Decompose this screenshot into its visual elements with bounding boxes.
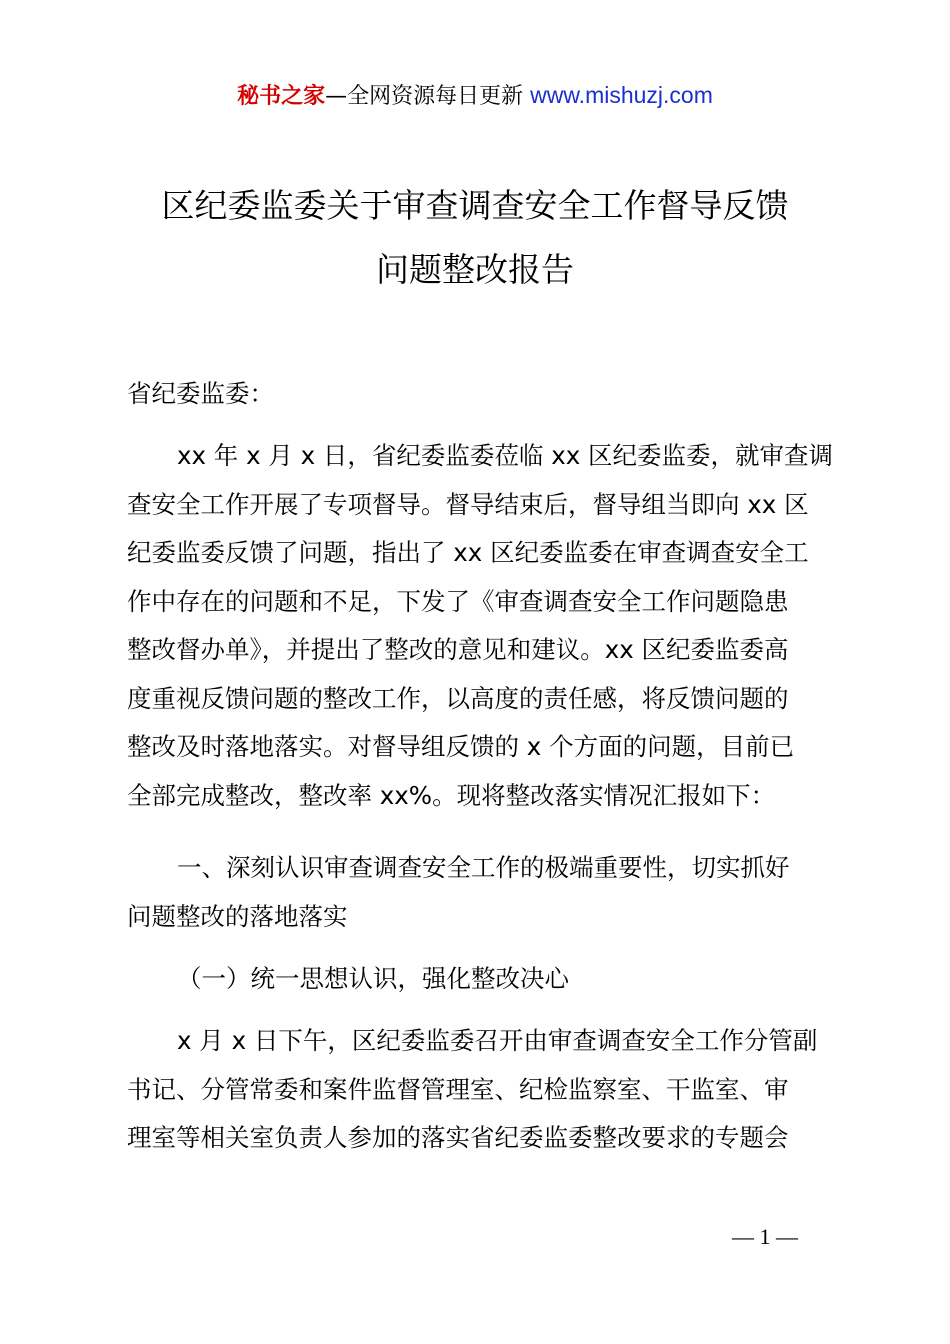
site-tagline: —全网资源每日更新: [325, 84, 524, 109]
site-url[interactable]: www.mishuzj.com: [530, 82, 713, 108]
site-brand: 秘书之家: [237, 84, 326, 109]
paragraph-2-line: x 月 x 日下午，区纪委监委召开由审查调查安全工作分管副: [177, 1026, 818, 1055]
section-heading-1: [127, 844, 839, 941]
paragraph-1-line: xx 年 x 月 x 日，省纪委监委莅临 xx 区纪委监委，就审查调: [177, 441, 834, 470]
subsection-heading-1: [127, 955, 839, 1004]
paragraph-1: [127, 432, 839, 820]
salutation: [127, 370, 839, 419]
section-heading-1-line: 一、深刻认识审查调查安全工作的极端重要性，切实抓好: [177, 853, 790, 882]
document-title-line-2: 问题整改报告: [376, 250, 574, 289]
site-header: [0, 80, 950, 112]
subsection-heading-1-text: （一）统一思想认识，强化整改决心: [177, 964, 569, 993]
paragraph-1-line: 查安全工作开展了专项督导。督导结束后，督导组当即向 xx 区: [127, 489, 809, 519]
paragraph-2-line: 书记、分管常委和案件监督管理室、纪检监察室、干监室、审: [127, 1074, 789, 1104]
section-heading-1-line: 问题整改的落地落实: [127, 901, 348, 931]
paragraph-1-line: 作中存在的问题和不足，下发了《审查调查安全工作问题隐患: [127, 586, 789, 616]
paragraph-2: [127, 1017, 839, 1163]
paragraph-1-line: 整改督办单》，并提出了整改的意见和建议。xx 区纪委监委高: [127, 635, 789, 664]
paragraph-2-line: 理室等相关室负责人参加的落实省纪委监委整改要求的专题会: [127, 1123, 789, 1152]
paragraph-1-line: 全部完成整改，整改率 xx%。现将整改落实情况汇报如下：: [127, 780, 776, 810]
page-number: — 1 —: [732, 1224, 798, 1249]
paragraph-1-line: 度重视反馈问题的整改工作，以高度的责任感，将反馈问题的: [127, 683, 789, 713]
salutation-text: 省纪委监委：: [127, 379, 274, 408]
paragraph-1-line: 整改及时落地落实。对督导组反馈的 x 个方面的问题，目前已: [127, 732, 795, 761]
paragraph-1-line: 纪委监委反馈了问题，指出了 xx 区纪委监委在审查调查安全工: [127, 538, 809, 567]
document-title-line-1: 区纪委监委关于审查调查安全工作督导反馈: [161, 186, 789, 225]
